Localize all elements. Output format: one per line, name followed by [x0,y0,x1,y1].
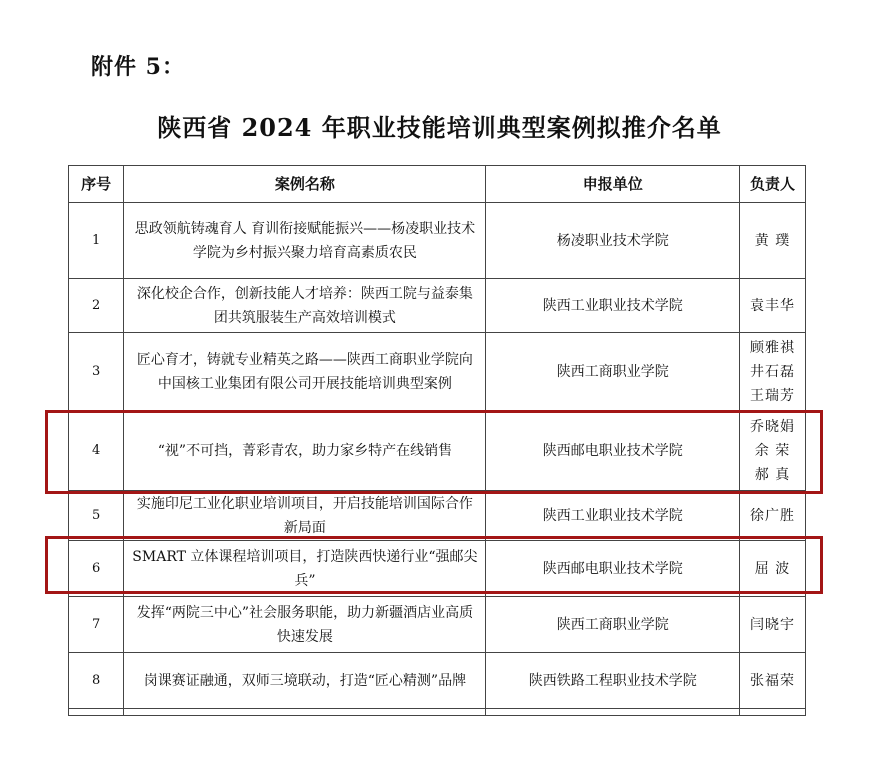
table-row [69,541,806,597]
person-name: 余 荣 [754,442,791,459]
person-name: 袁丰华 [749,297,795,314]
header-person: 负责人 [739,166,805,203]
person-name: 乔晓娟 [749,418,795,435]
row-case-name: SMART 立体课程培训项目，打造陕西快递行业“强邮尖兵” [124,541,486,597]
row-person [739,411,805,491]
table-row [69,597,806,653]
row-unit: 陕西工商职业学院 [486,597,739,653]
row-case-name: 匠心育才，铸就专业精英之路——陕西工商职业学院向中国核工业集团有限公司开展技能培训典型案例 [124,333,486,411]
row-person [739,279,805,333]
row-case-name: 岗课赛证融通，双师三境联动，打造“匠心精测”品牌 [124,653,486,709]
row-unit: 陕西邮电职业技术学院 [486,541,739,597]
row-case-name: 思政领航铸魂育人 育训衔接赋能振兴——杨凌职业技术学院为乡村振兴聚力培育高素质农民 [124,203,486,279]
row-unit: 陕西铁路工程职业技术学院 [486,653,739,709]
table-row [69,333,806,411]
row-unit: 陕西邮电职业技术学院 [486,411,739,491]
person-name: 黄 璞 [754,232,791,249]
person-name: 顾雅祺 [749,339,795,356]
row-no: 3 [69,333,124,411]
person-name: 王瑞芳 [749,387,795,404]
attachment-label: 附件 5： [91,54,185,80]
row-person [739,203,805,279]
person-name: 郝 真 [754,466,791,483]
table-row [69,411,806,491]
row-case-name: 深化校企合作，创新技能人才培养：陕西工院与益泰集团共筑服装生产高效培训模式 [124,279,486,333]
header-unit: 申报单位 [486,166,739,203]
continuation-cell [739,709,805,716]
person-name: 屈 波 [754,560,791,577]
row-person [739,597,805,653]
table-row [69,653,806,709]
person-name: 井石磊 [749,363,795,380]
row-unit: 陕西工业职业技术学院 [486,491,739,541]
row-no: 2 [69,279,124,333]
person-name: 张福荣 [749,672,795,689]
row-no: 1 [69,203,124,279]
header-case-name: 案例名称 [124,166,486,203]
table-header-row [69,166,806,203]
continuation-cell [486,709,739,716]
row-no: 6 [69,541,124,597]
row-case-name: 发挥“两院三中心”社会服务职能，助力新疆酒店业高质快速发展 [124,597,486,653]
row-unit: 陕西工商职业学院 [486,333,739,411]
table-row-continuation [69,709,806,716]
row-no: 4 [69,411,124,491]
row-no: 5 [69,491,124,541]
header-no: 序号 [69,166,124,203]
continuation-cell [69,709,124,716]
row-person [739,491,805,541]
row-no: 7 [69,597,124,653]
table-row [69,491,806,541]
person-name: 闫晓宇 [749,616,795,633]
row-person [739,333,805,411]
row-case-name: 实施印尼工业化职业培训项目，开启技能培训国际合作新局面 [124,491,486,541]
row-person [739,653,805,709]
row-person [739,541,805,597]
row-no: 8 [69,653,124,709]
page-title: 陕西省 2024 年职业技能培训典型案例拟推介名单 [157,113,722,142]
row-unit: 陕西工业职业技术学院 [486,279,739,333]
case-list-table [68,165,806,716]
table-row [69,279,806,333]
table-row [69,203,806,279]
person-name: 徐广胜 [749,507,795,524]
row-unit: 杨凌职业技术学院 [486,203,739,279]
row-case-name: “视”不可挡，菁彩青农，助力家乡特产在线销售 [124,411,486,491]
continuation-cell [124,709,486,716]
